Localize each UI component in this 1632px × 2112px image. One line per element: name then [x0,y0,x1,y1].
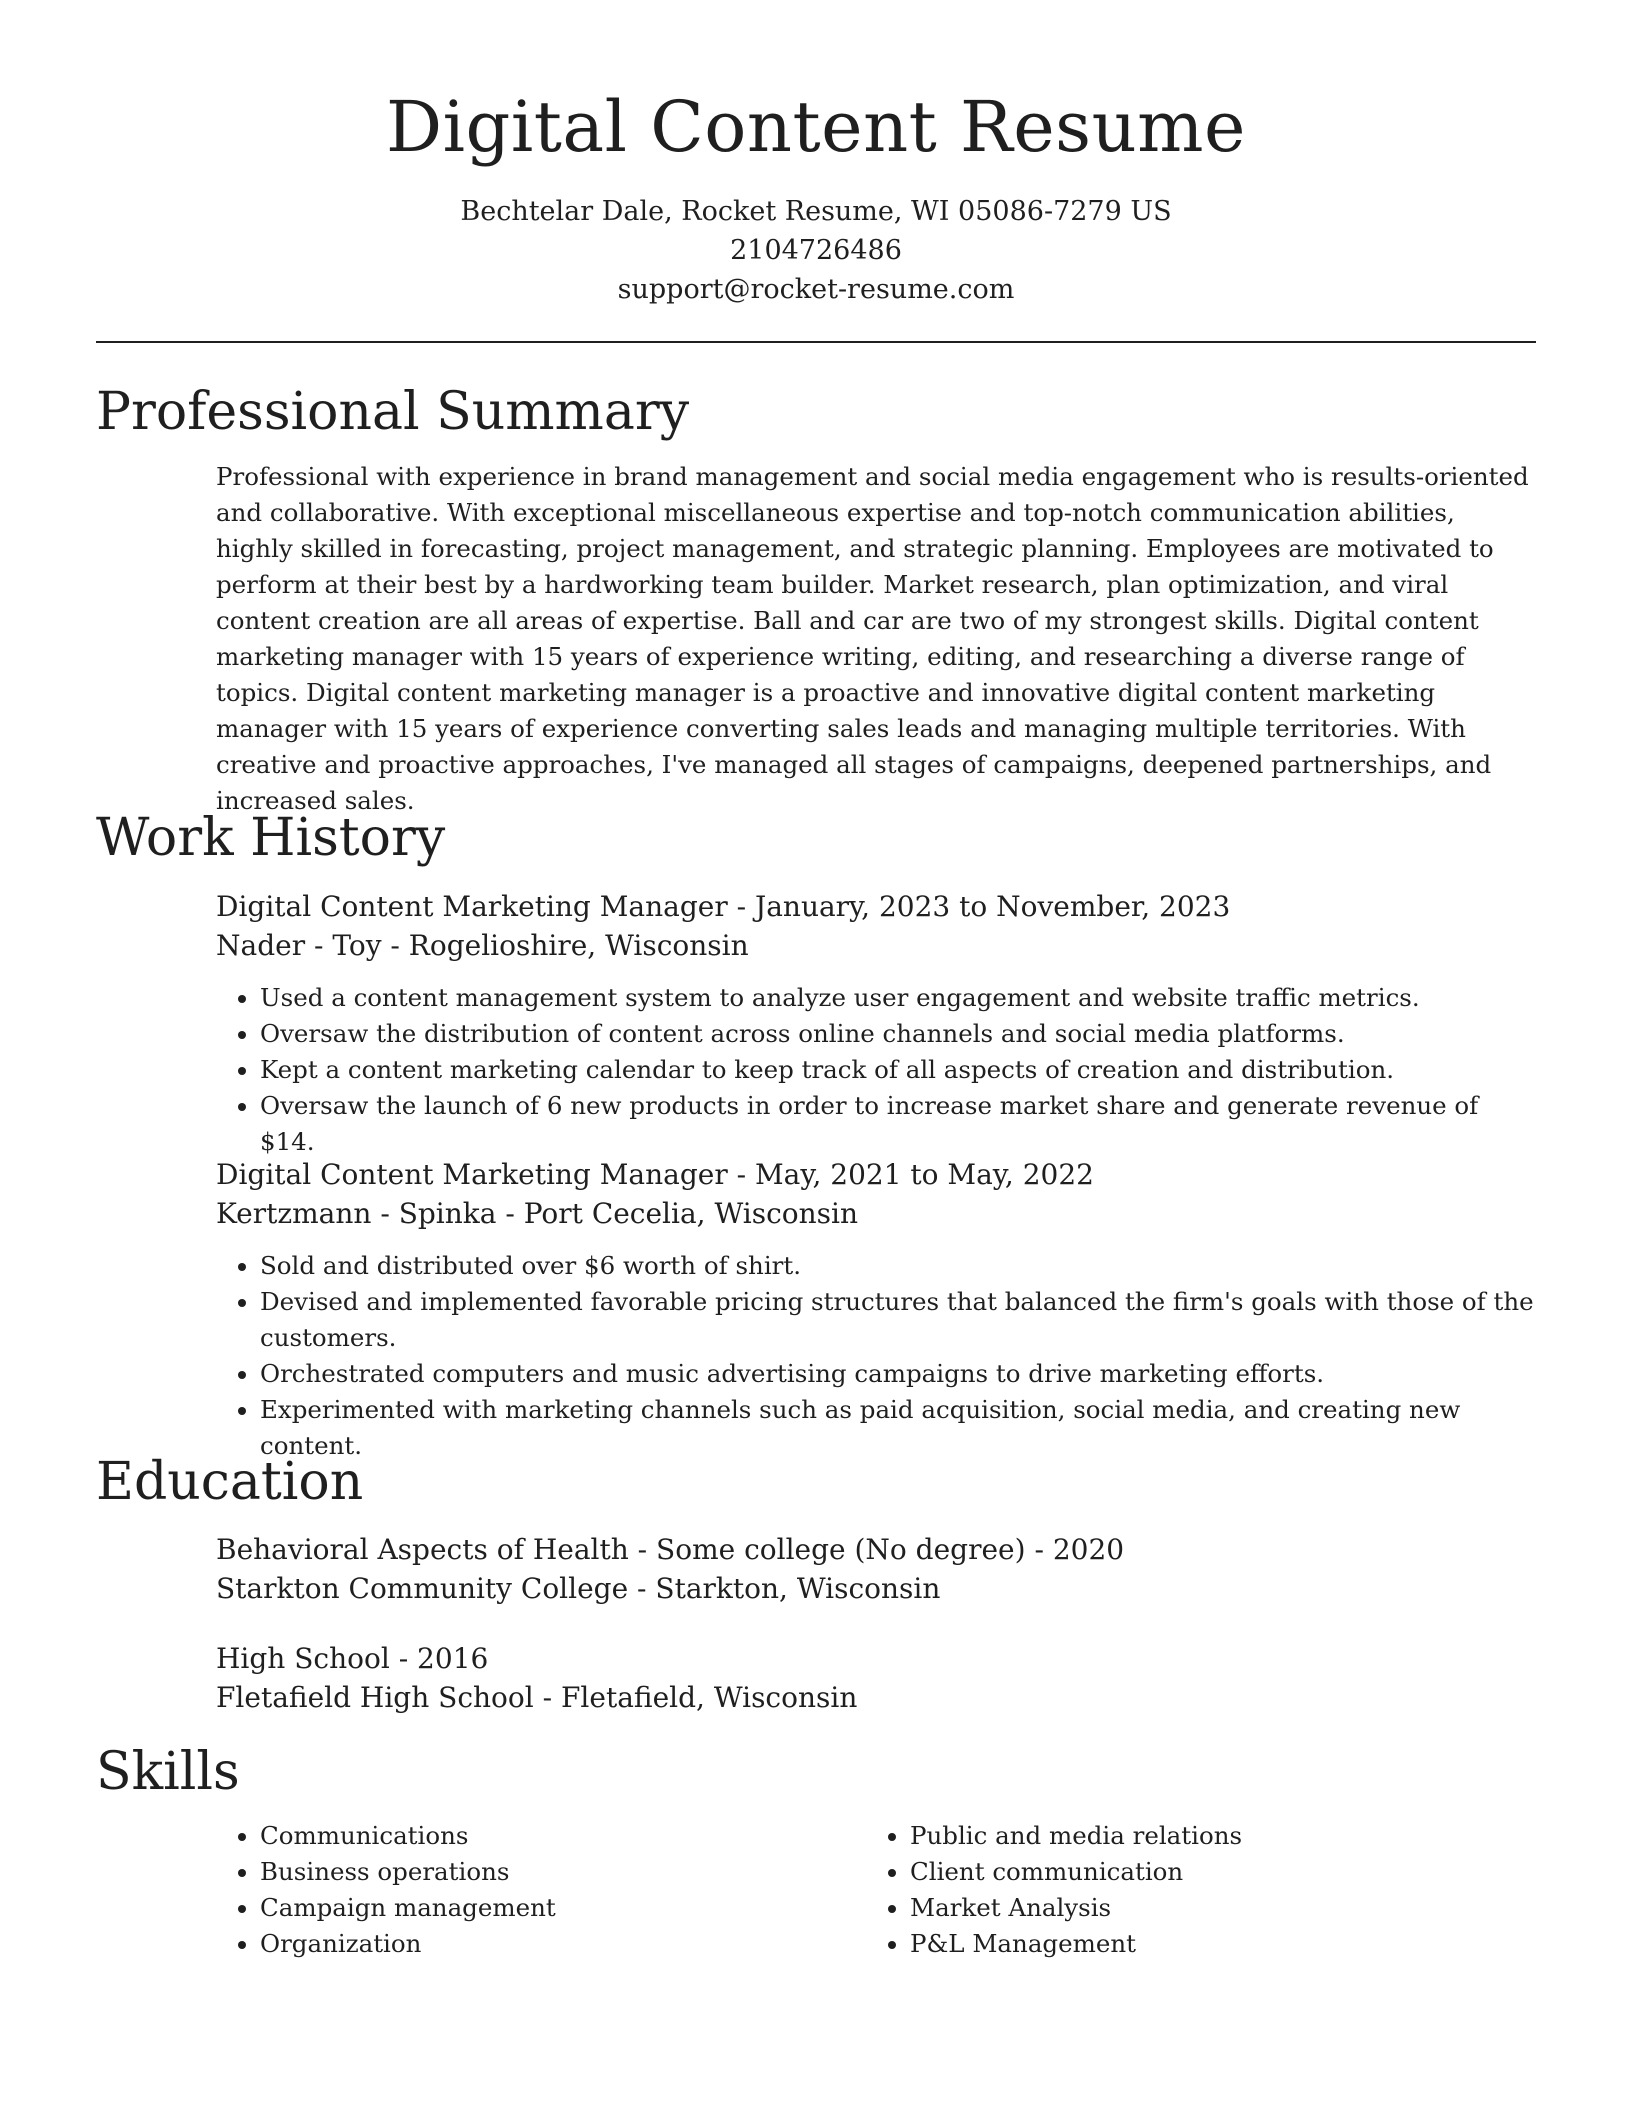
education-year: - 2020 [1025,1533,1125,1566]
education-degree: High School [216,1642,390,1675]
education-degree-line [216,1639,1538,1678]
education-location: - Fletafield, Wisconsin [533,1681,858,1714]
job-location: - Rogelioshire, Wisconsin [381,929,749,962]
address: Bechtelar Dale, Rocket Resume, WI 05086-7279 US [460,196,1172,227]
list-item: • Experimented with marketing channels such as paid acquisition, social media, and creating new content. [260,1392,1538,1464]
education-degree: Behavioral Aspects of Health - Some college (No degree) [216,1533,1026,1566]
list-item: • Orchestrated computers and music advertising campaigns to drive marketing efforts. [260,1356,1538,1392]
list-item: • Used a content management system to analyze user engagement and website traffic metrics. [260,980,1538,1016]
phone: 2104726486 [730,235,902,266]
skill-item: • Market Analysis [910,1890,1526,1926]
skills-list [216,1818,856,1962]
education-school: Starkton Community College [216,1572,629,1605]
skill-item: • Organization [260,1926,856,1962]
education-heading: Education [96,1452,364,1512]
job-bullets [216,1248,1538,1464]
education-entry [216,1639,1538,1717]
job-position: Digital Content Marketing Manager [216,890,728,923]
list-item: • Sold and distributed over $6 worth of shirt. [260,1248,1538,1284]
education-school-line [216,1678,1538,1717]
list-item: • Oversaw the distribution of content across online channels and social media platforms. [260,1016,1538,1052]
summary-heading: Professional Summary [96,382,690,442]
job-company: Nader - Toy [216,929,382,962]
job-position: Digital Content Marketing Manager [216,1158,728,1191]
resume-header [0,82,1632,309]
job-title-line [216,887,1538,926]
job-entry [216,887,1538,1160]
job-entry [216,1155,1538,1464]
header-divider [96,341,1536,343]
list-item: • Kept a content marketing calendar to keep track of all aspects of creation and distribution. [260,1052,1538,1088]
skill-item: • Campaign management [260,1890,856,1926]
summary-section [216,459,1538,819]
skill-item: • Public and media relations [910,1818,1526,1854]
education-degree-line [216,1530,1538,1569]
list-item: • Oversaw the launch of 6 new products in order to increase market share and generate revenue of $14. [260,1088,1538,1160]
resume-title: Digital Content Resume [386,86,1246,168]
skills-list [866,1818,1526,1962]
education-entry [216,1530,1538,1608]
skill-item: • P&L Management [910,1926,1526,1962]
skills-column-right [866,1818,1526,1962]
education-school: Fletafield High School [216,1681,534,1714]
job-location: - Port Cecelia, Wisconsin [496,1197,859,1230]
education-location: - Starkton, Wisconsin [628,1572,941,1605]
work-history-heading: Work History [96,808,446,868]
contact-block [0,192,1632,309]
job-company-line [216,1194,1538,1233]
job-dates: - January, 2023 to November, 2023 [727,890,1231,923]
skill-item: • Communications [260,1818,856,1854]
education-year: - 2016 [389,1642,489,1675]
summary-text: Professional with experience in brand management and social media engagement who is results-oriented and collaborative. With exceptional miscellaneous expertise and top-notch communication abilities, highly skilled in forecasting, project management, and strategic planning. Employees are motivated to perform at their best by a hardworking team builder. Market research, plan optimization, and viral content creation are all areas of expertise. Ball and car are two of my strongest skills. Digital content marketing manager with 15 years of experience writing, editing, and researching a diverse range of topics. Digital content marketing manager is a proactive and innovative digital content marketing manager with 15 years of experience converting sales leads and managing multiple territories. With creative and proactive approaches, I've managed all stages of campaigns, deepened partnerships, and increased sales. [216,462,1529,815]
job-company-line [216,926,1538,965]
skill-item: • Business operations [260,1854,856,1890]
list-item: • Devised and implemented favorable pricing structures that balanced the firm's goals with those of the customers. [260,1284,1538,1356]
job-company: Kertzmann - Spinka [216,1197,497,1230]
skills-column-left [216,1818,856,1962]
education-school-line [216,1569,1538,1608]
skill-item: • Client communication [910,1854,1526,1890]
skills-heading: Skills [96,1742,240,1802]
job-dates: - May, 2021 to May, 2022 [727,1158,1094,1191]
email: support@rocket-resume.com [617,274,1015,305]
job-title-line [216,1155,1538,1194]
job-bullets [216,980,1538,1160]
